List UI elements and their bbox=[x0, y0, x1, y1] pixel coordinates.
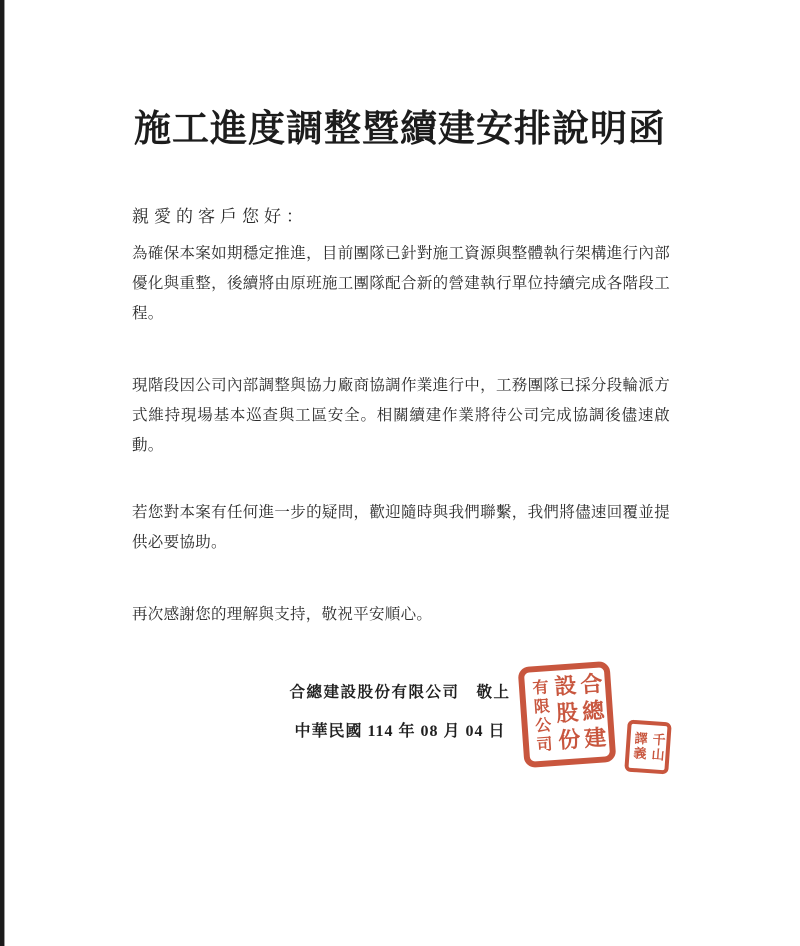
letter-title: 施工進度調整暨續建安排說明函 bbox=[134, 109, 666, 150]
paragraph-contact-us: 若您對本案有任何進一步的疑問，歡迎隨時與我們聯繫，我們將儘速回覆並提供必要協助。 bbox=[132, 504, 670, 551]
paragraph-thanks: 再次感謝您的理解與支持，敬祝平安順心。 bbox=[132, 606, 433, 623]
greeting-line: 親愛的客戶您好： bbox=[132, 207, 308, 226]
company-seal-text bbox=[526, 670, 608, 758]
personal-seal-column-2: 譯義 bbox=[630, 730, 649, 762]
personal-seal-stamp bbox=[624, 720, 672, 775]
paragraph-current-stage: 現階段因公司內部調整與協力廠商協調作業進行中，工務團隊已採分段輪派方式維持現場基本巡查與工區安全。相關續建作業將待公司完成協調後儘速啟動。 bbox=[132, 377, 670, 454]
company-seal-column-1: 合總建 bbox=[577, 671, 608, 754]
paragraph-resource-restructuring: 為確保本案如期穩定推進，目前團隊已針對施工資源與整體執行架構進行內部優化與重整，後續將由原班施工團隊配合新的營建執行單位持續完成各階段工程。 bbox=[132, 245, 670, 322]
personal-seal-column-1: 千山 bbox=[648, 732, 667, 764]
company-seal-column-3: 有限公司 bbox=[529, 677, 552, 755]
company-signature: 合總建設股份有限公司 敬上 bbox=[289, 684, 511, 701]
date-line: 中華民國 114 年 08 月 04 日 bbox=[294, 723, 506, 740]
company-seal-column-2: 設股份 bbox=[551, 673, 582, 756]
personal-seal-text bbox=[630, 725, 667, 769]
company-seal-stamp bbox=[518, 661, 617, 768]
